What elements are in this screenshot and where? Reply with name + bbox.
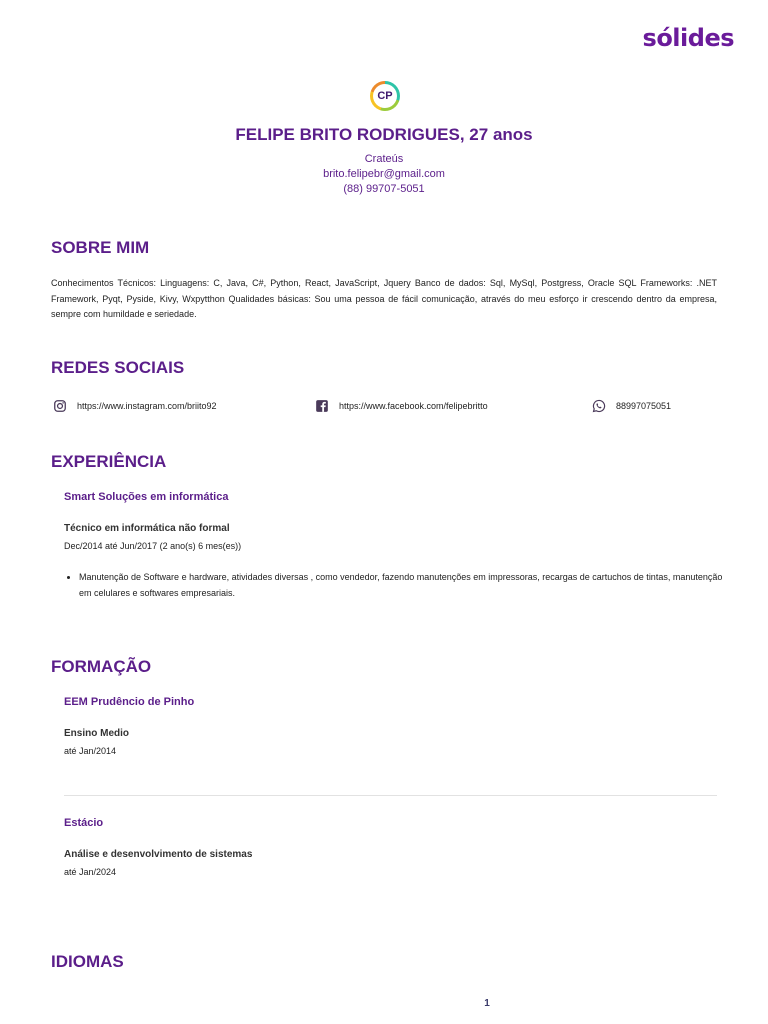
instagram-icon xyxy=(53,399,67,413)
experience-company: Smart Soluções em informática xyxy=(64,491,229,503)
whatsapp-number[interactable]: 88997075051 xyxy=(616,401,672,411)
candidate-name: FELIPE BRITO RODRIGUES, 27 anos xyxy=(235,125,533,144)
avatar-initials: CP xyxy=(373,84,397,108)
education-title: FORMAÇÃO xyxy=(51,657,152,676)
experience-role: Técnico em informática não formal xyxy=(64,523,230,534)
candidate-phone: (88) 99707-5051 xyxy=(343,183,425,195)
avatar xyxy=(370,81,400,111)
experience-title: EXPERIÊNCIA xyxy=(51,452,167,471)
facebook-link[interactable]: https://www.facebook.com/felipebritto xyxy=(339,401,488,411)
candidate-email[interactable]: brito.felipebr@gmail.com xyxy=(323,168,445,180)
page-number: 1 xyxy=(484,998,490,1009)
social-item-instagram[interactable] xyxy=(53,398,217,414)
experience-bullets xyxy=(64,570,732,601)
languages-title: IDIOMAS xyxy=(51,952,124,971)
social-item-whatsapp[interactable] xyxy=(592,398,671,414)
about-text: Conhecimentos Técnicos: Linguagens: C, Java, C#, Python, React, JavaScript, Jquery Banco de dados: Sql, MySql, Postgress, Oracle SQL Frameworks: .NET Framework, Pyqt, Pyside, Kivy, Wxpytthon Qualidades básicas: Sou uma pessoa de fácil comunicação, através do meu esforço ir crescendo dentro da empresa, sempre com humildade e seriedade. xyxy=(51,278,717,319)
divider xyxy=(64,795,717,796)
about-title: SOBRE MIM xyxy=(51,238,150,257)
experience-period: Dec/2014 até Jun/2017 (2 ano(s) 6 mes(es)) xyxy=(64,541,242,551)
education-school-1: EEM Prudêncio de Pinho xyxy=(64,696,195,708)
social-item-facebook[interactable] xyxy=(315,398,488,414)
education-period-1: até Jan/2014 xyxy=(64,746,117,756)
social-title: REDES SOCIAIS xyxy=(51,358,185,377)
list-item: • Manutenção de Software e hardware, atividades diversas , como vendedor, fazendo manutenções em impressoras, recargas de cartuchos de tintas, manutenção em celulares e softwares empresariais. xyxy=(79,570,732,601)
education-course-1: Ensino Medio xyxy=(64,728,129,739)
candidate-city: Crateús xyxy=(364,153,404,165)
solides-logo: sólides xyxy=(642,24,734,52)
instagram-link[interactable]: https://www.instagram.com/briito92 xyxy=(77,401,217,411)
education-school-2: Estácio xyxy=(64,817,104,829)
whatsapp-icon xyxy=(592,399,606,413)
education-period-2: até Jan/2024 xyxy=(64,867,117,877)
facebook-icon xyxy=(315,399,329,413)
education-course-2: Análise e desenvolvimento de sistemas xyxy=(64,849,253,860)
